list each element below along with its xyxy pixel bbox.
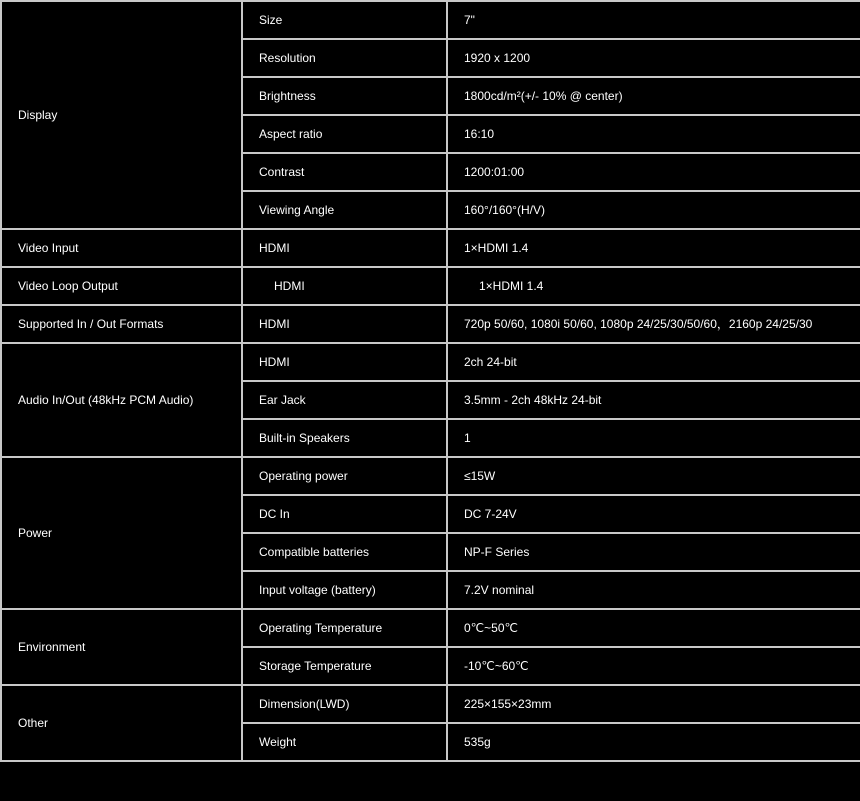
value-cell: 1800cd/m²(+/- 10% @ center) <box>447 77 860 115</box>
item-cell: Built-in Speakers <box>242 419 447 457</box>
value-cell: NP-F Series <box>447 533 860 571</box>
table-row <box>1 609 860 647</box>
value-cell: 7" <box>447 1 860 39</box>
value-cell: 720p 50/60, 1080i 50/60, 1080p 24/25/30/50/60，2160p 24/25/30 <box>447 305 860 343</box>
item-cell: Storage Temperature <box>242 647 447 685</box>
item-cell: HDMI <box>242 343 447 381</box>
value-cell: 16:10 <box>447 115 860 153</box>
value-cell: 2ch 24-bit <box>447 343 860 381</box>
table-row <box>1 685 860 723</box>
value-cell: 1×HDMI 1.4 <box>447 267 860 305</box>
item-cell: HDMI <box>242 305 447 343</box>
item-cell: Dimension(LWD) <box>242 685 447 723</box>
value-cell: 1920 x 1200 <box>447 39 860 77</box>
item-cell: Operating Temperature <box>242 609 447 647</box>
table-row <box>1 267 860 305</box>
value-cell: DC 7-24V <box>447 495 860 533</box>
item-cell: Viewing Angle <box>242 191 447 229</box>
value-cell: 225×155×23mm <box>447 685 860 723</box>
category-cell: Other <box>1 685 242 761</box>
item-cell: Input voltage (battery) <box>242 571 447 609</box>
table-row <box>1 457 860 495</box>
category-cell: Video Loop Output <box>1 267 242 305</box>
table-row <box>1 229 860 267</box>
category-cell: Supported In / Out Formats <box>1 305 242 343</box>
item-cell: Contrast <box>242 153 447 191</box>
category-cell: Environment <box>1 609 242 685</box>
item-cell: Resolution <box>242 39 447 77</box>
item-cell: DC In <box>242 495 447 533</box>
item-cell: HDMI <box>242 267 447 305</box>
item-cell: Compatible batteries <box>242 533 447 571</box>
value-cell: 160°/160°(H/V) <box>447 191 860 229</box>
value-cell: ≤15W <box>447 457 860 495</box>
item-cell: Ear Jack <box>242 381 447 419</box>
table-row <box>1 305 860 343</box>
category-cell: Power <box>1 457 242 609</box>
item-cell: Brightness <box>242 77 447 115</box>
item-cell: HDMI <box>242 229 447 267</box>
table-row <box>1 1 860 39</box>
item-cell: Weight <box>242 723 447 761</box>
item-cell: Size <box>242 1 447 39</box>
value-cell: 7.2V nominal <box>447 571 860 609</box>
value-cell: 1×HDMI 1.4 <box>447 229 860 267</box>
table-row <box>1 343 860 381</box>
value-cell: 1 <box>447 419 860 457</box>
category-cell: Audio In/Out (48kHz PCM Audio) <box>1 343 242 457</box>
category-cell: Display <box>1 1 242 229</box>
value-cell: 535g <box>447 723 860 761</box>
value-cell: 0℃~50℃ <box>447 609 860 647</box>
value-cell: -10℃~60℃ <box>447 647 860 685</box>
value-cell: 1200:01:00 <box>447 153 860 191</box>
item-cell: Aspect ratio <box>242 115 447 153</box>
category-cell: Video Input <box>1 229 242 267</box>
item-cell: Operating power <box>242 457 447 495</box>
value-cell: 3.5mm - 2ch 48kHz 24-bit <box>447 381 860 419</box>
